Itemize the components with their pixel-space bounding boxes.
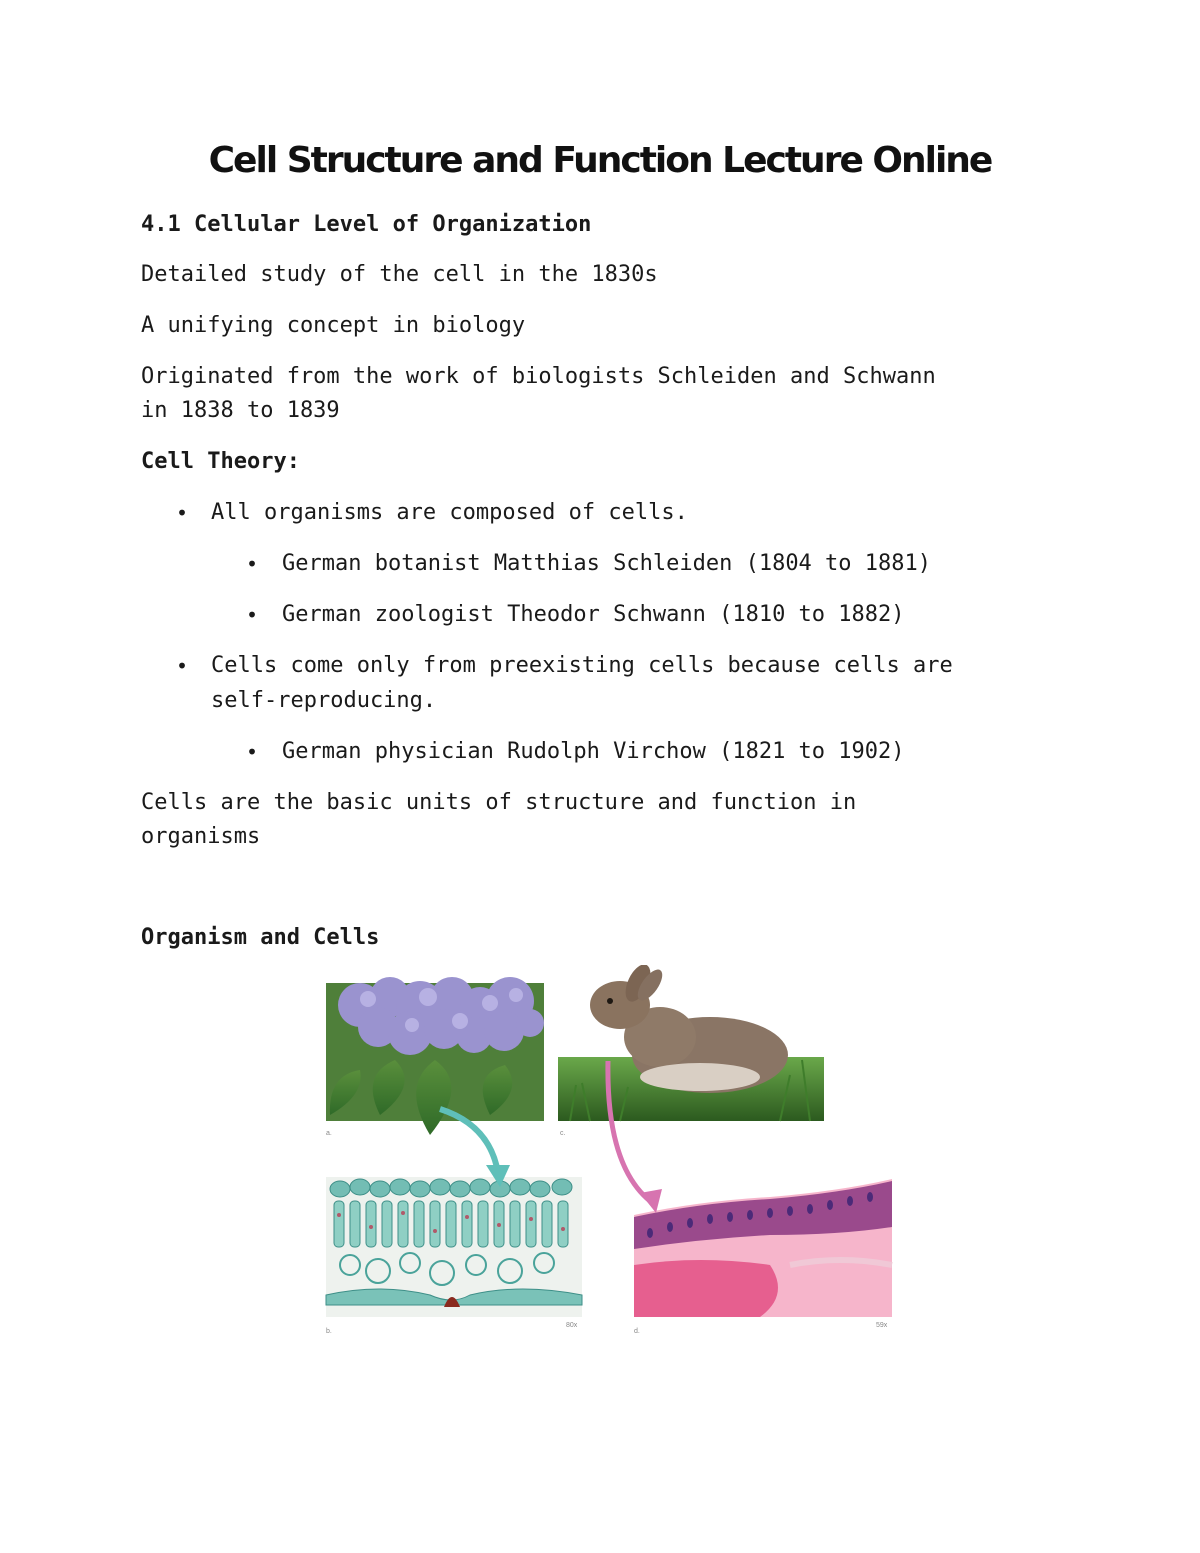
panel-label-a: a. [326, 1130, 332, 1137]
cell-theory-heading: Cell Theory: [141, 449, 300, 474]
bullet-icon: • [246, 552, 259, 576]
panel-label-c: c. [560, 1130, 566, 1137]
paragraph: Detailed study of the cell in the 1830s [141, 262, 658, 287]
bullet-icon: • [176, 654, 189, 678]
bullet-icon: • [246, 603, 259, 627]
section-heading: 4.1 Cellular Level of Organization [141, 212, 592, 237]
bullet-icon: • [246, 740, 259, 764]
leaf-cross-section-micrograph [326, 1177, 582, 1317]
paragraph: in 1838 to 1839 [141, 398, 340, 423]
animal-tissue-micrograph [634, 1177, 892, 1317]
paragraph: organisms [141, 824, 261, 849]
bullet-icon: • [176, 501, 189, 525]
list-item-text: Cells come only from preexisting cells because cells are [211, 653, 953, 678]
page-title: Cell Structure and Function Lecture Online [208, 140, 992, 181]
paragraph: A unifying concept in biology [141, 313, 526, 338]
list-item-text: German botanist Matthias Schleiden (1804 to 1881) [282, 551, 932, 576]
list-item-text: All organisms are composed of cells. [211, 500, 688, 525]
rabbit-photo [558, 965, 824, 1121]
panel-label-d: d. [634, 1328, 640, 1335]
magnification-label-b: 80x [566, 1322, 578, 1329]
list-item-text: self-reproducing. [211, 688, 437, 713]
magnification-label-d: 59x [876, 1322, 888, 1329]
paragraph: Originated from the work of biologists Schleiden and Schwann [141, 364, 936, 389]
figure-heading: Organism and Cells [141, 925, 380, 950]
panel-label-b: b. [326, 1328, 332, 1335]
paragraph: Cells are the basic units of structure and function in [141, 790, 857, 815]
organism-cells-figure [320, 965, 900, 1345]
list-item-text: German physician Rudolph Virchow (1821 to 1902) [282, 739, 905, 764]
lilac-plant-photo [326, 977, 544, 1135]
list-item-text: German zoologist Theodor Schwann (1810 to 1882) [282, 602, 905, 627]
